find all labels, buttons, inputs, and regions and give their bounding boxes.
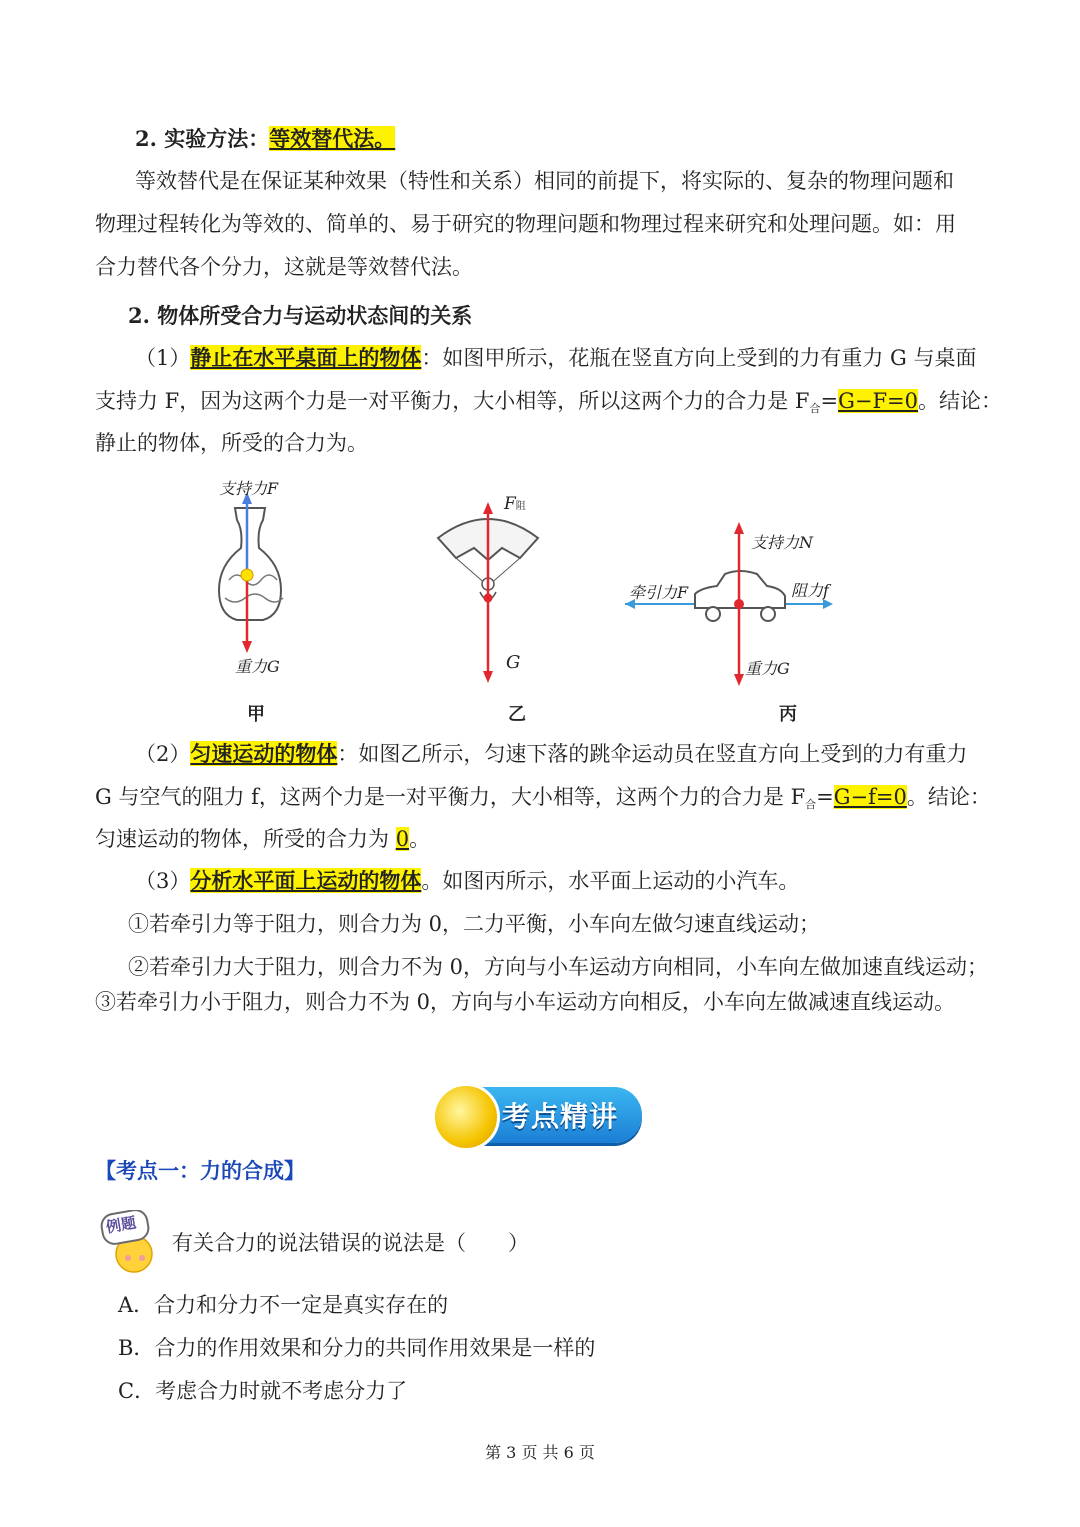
normal-force-arrowhead (734, 522, 744, 534)
p1-num: （1） (135, 346, 191, 370)
gravity-arrowhead (734, 674, 744, 686)
gravity-arrowhead (483, 671, 493, 683)
list-item: ③若牵引力小于阻力，则合力不为 0，方向与小车运动方向相反，小车向左做减速直线运动。 (95, 990, 956, 1014)
method-paragraph-line: 合力替代各个分力，这就是等效替代法。 (95, 255, 473, 279)
car-wheel (706, 607, 720, 621)
p3-rest: 。如图丙所示，水平面上运动的小汽车。 (421, 869, 800, 893)
page-footer: 第 3 页 共 6 页 (485, 1443, 595, 1462)
p1-formula-highlight: G−F=0 (838, 389, 919, 413)
p1-eq: = (820, 389, 839, 413)
p1-line3: 静止的物体，所受的合力为。 (95, 431, 368, 455)
p2-highlight: 匀速运动的物体 (190, 741, 338, 766)
badge-cheek (125, 1255, 131, 1261)
method-heading (135, 124, 990, 154)
badge-text: 例题 (104, 1213, 138, 1237)
method-heading-prefix: 2. 实验方法： (135, 126, 270, 151)
p3-num: （3） (135, 869, 191, 893)
p1-line2-post: 。结论： (918, 389, 1003, 413)
example-question: 有关合力的说法错误的说法是（ ） (172, 1231, 529, 1255)
p2-line3 (95, 824, 990, 854)
center-point (241, 569, 253, 581)
yi-bottom-label: G (506, 652, 521, 673)
p1-line2 (95, 386, 1003, 424)
p2-sub: 合 (805, 798, 817, 811)
drag-force-arrowhead (483, 502, 493, 514)
figure-jia-caption: 甲 (247, 704, 265, 725)
p2-line1 (135, 739, 990, 769)
p2-zero-highlight: 0 (395, 827, 410, 851)
list-item: ①若牵引力等于阻力，则合力为 0，二力平衡，小车向左做匀速直线运动； (128, 912, 821, 936)
p1-line1 (135, 343, 990, 373)
example-badge (100, 1210, 162, 1276)
figure-yi (430, 490, 550, 690)
p2-line3-post: 。 (409, 827, 431, 851)
p2-eq: = (816, 785, 834, 809)
yi-top-label-sub: 阻 (515, 501, 526, 512)
p1-sub: 合 (809, 402, 821, 415)
figure-bing-caption: 丙 (779, 704, 797, 725)
bing-right-label: 阻力f (791, 581, 829, 600)
car-wheel (761, 607, 775, 621)
yi-top-label (504, 494, 526, 514)
p1-highlight: 静止在水平桌面上的物体 (190, 345, 422, 370)
yi-top-label-text: F (504, 494, 516, 514)
option-item: C．考虑合力时就不考虑分力了 (118, 1379, 408, 1403)
bing-bottom-label: 重力G (745, 659, 790, 678)
method-paragraph-line: 物理过程转化为等效的、简单的、易于研究的物理问题和物理过程来研究和处理问题。如：用 (95, 212, 956, 236)
option-item: B．合力的作用效果和分力的共同作用效果是一样的 (118, 1336, 596, 1360)
jia-bottom-label: 重力G (235, 657, 280, 676)
figure-yi-caption: 乙 (508, 704, 526, 725)
p2-line2 (95, 782, 990, 820)
badge-cheek (139, 1255, 145, 1261)
center-point (484, 594, 493, 603)
bing-top-label: 支持力N (751, 533, 814, 552)
kaodian-heading: 【考点一：力的合成】 (95, 1158, 305, 1183)
option-item: A．合力和分力不一定是真实存在的 (118, 1293, 449, 1317)
p2-line2-post: 。结论： (906, 785, 991, 809)
figure-bing (625, 520, 840, 690)
p2-line3-pre: 匀速运动的物体，所受的合力为 (95, 827, 396, 851)
p3-line (135, 866, 990, 896)
figure-jia (195, 470, 305, 700)
relation-heading: 2. 物体所受合力与运动状态间的关系 (128, 303, 473, 328)
banner-text: 考点精讲 (502, 1100, 619, 1133)
lightbulb-icon (432, 1083, 500, 1151)
p2-line2-pre: G 与空气的阻力 f，这两个力是一对平衡力，大小相等，这两个力的合力是 F (95, 785, 806, 809)
p1-line2-pre: 支持力 F，因为这两个力是一对平衡力，大小相等，所以这两个力的合力是 F (95, 389, 810, 413)
kaodian-banner (436, 1087, 642, 1143)
bing-left-label: 牵引力F (629, 583, 689, 602)
p2-formula-highlight: G−f=0 (833, 785, 907, 809)
p2-line1-rest: ：如图乙所示，匀速下落的跳伞运动员在竖直方向上受到的力有重力 (337, 742, 968, 766)
gravity-arrowhead (242, 641, 252, 653)
jia-top-label: 支持力F (219, 479, 279, 498)
center-point (734, 599, 744, 609)
p3-highlight: 分析水平面上运动的物体 (190, 868, 422, 893)
parachute-diagram (430, 490, 550, 690)
list-item: ②若牵引力大于阻力，则合力不为 0，方向与小车运动方向相同，小车向左做加速直线运动； (128, 955, 989, 979)
p1-line1-rest: ：如图甲所示，花瓶在竖直方向上受到的力有重力 G 与桌面 (421, 346, 977, 370)
method-heading-highlight: 等效替代法。 (269, 126, 396, 151)
p2-num: （2） (135, 742, 191, 766)
vase-outline (219, 508, 281, 620)
method-paragraph-line: 等效替代是在保证某种效果（特性和关系）相同的前提下，将实际的、复杂的物理问题和 (135, 169, 954, 193)
